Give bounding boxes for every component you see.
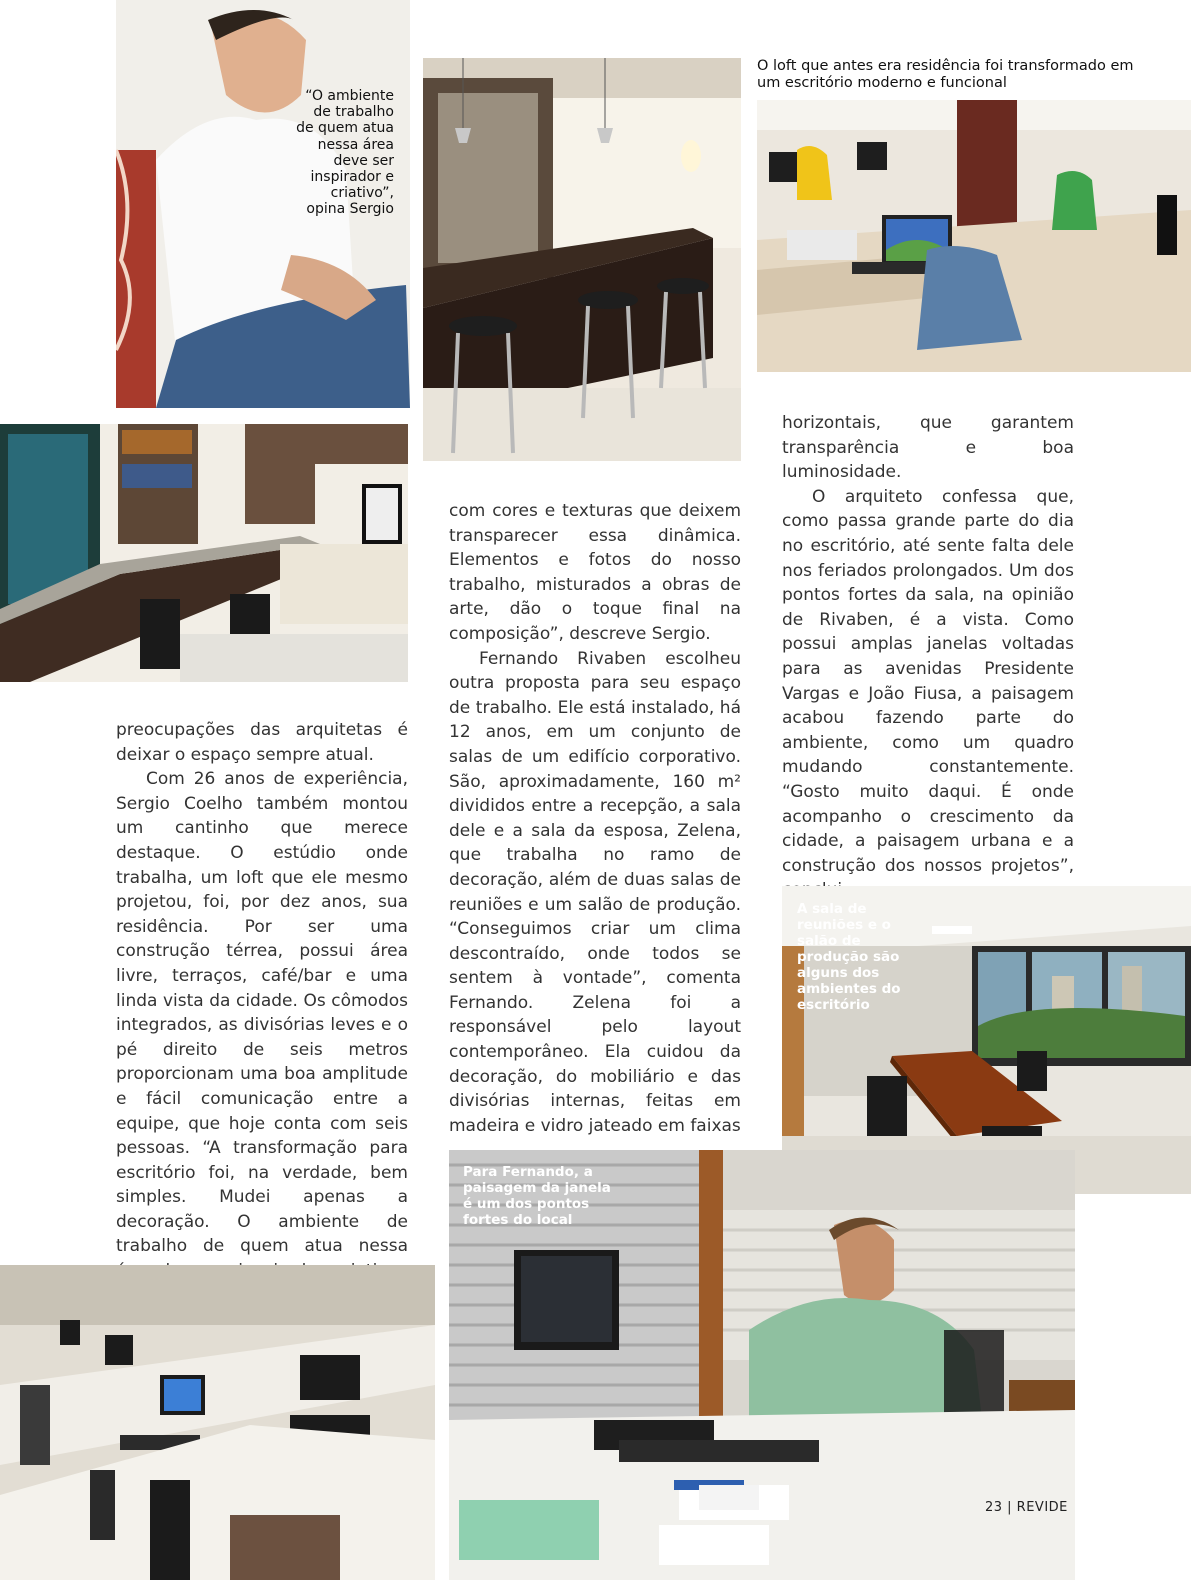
photo-loft-bar: [423, 58, 741, 461]
photo-loft-office: [757, 100, 1191, 372]
photo-production-room: [0, 1265, 435, 1580]
col3-paragraph-2-text: O arquiteto confessa que, como passa grande parte do dia no escritório, até sente falta dele nos feriados prolongados. Um dos pontos fortes da sala, na opinião de Rivaben, é a vista. Como possui amplas janelas voltadas para as avenidas Presidente Vargas e João Fiusa, a paisagem acabou fazendo parte do ambiente, como um quadro mudando constantemente. “Gosto muito daqui. É onde acompanho o crescimento da cidade, a paisagem urbana e a construção dos nossos projetos”,: [782, 486, 1074, 876]
caption-meeting-room: A sala de reuniões e o salão de produção são alguns dos ambientes do escritório: [797, 901, 901, 1013]
article-column-3: [782, 411, 1074, 903]
photo-sergio-studio: [0, 424, 408, 682]
article-column-2: [449, 499, 741, 1138]
caption-portrait-quote: “O ambiente de trabalho de quem atua nessa área deve ser inspirador e criativo”, opina Sergio: [296, 88, 394, 218]
col2-paragraph-2: Fernando Rivaben escolheu outra proposta para seu espaço de trabalho. Ele está instalado, há 12 anos, em um conjunto de salas de um edifício corporativo. São, aproximadamente, 160 m² divididos entre a recepção, a sala dele e a sala da esposa, Zelena, que trabalha no ramo de decoração, além de duas salas de reuniões e um salão de produção. “Conseguimos criar um clima descontraído, onde todos se sentem à vontade”, comenta Fernando. Zelena foi a responsável pelo layout contemporâneo. Ela cuidou da decoração, do mobiliário e das divisórias internas, feitas em madeira e vidro jateado em faixas: [449, 648, 741, 1136]
article-column-1: [116, 718, 408, 1284]
col3-paragraph-1: horizontais, que garantem transparência e boa luminosidade.: [782, 413, 1074, 483]
col2-paragraph-1: com cores e texturas que deixem transparecer essa dinâmica. Elementos e fotos do nosso trabalho, misturados a obras de arte, dão o toque final na composição”, descreve Sergio.: [449, 501, 741, 644]
page-folio: 23 | REVIDE: [985, 1500, 1068, 1515]
col1-paragraph-2: Com 26 anos de experiência, Sergio Coelho também montou um cantinho que merece destaque. O estúdio onde trabalha, um loft que ele mesmo projetou, foi, por dez anos, sua residência. Por ser uma construção térrea, possui área livre, terraços, café/bar e uma linda vista da cidade. Os cômodos integrados, as divisórias leves e o pé direito de seis metros proporcionam uma boa amplitude e fácil comunicação entre a equipe, que hoje conta com seis pessoas. “A transformação para escritório foi, na verdade, bem simples. Mudei apenas a decoração. O ambiente de trabalho de quem atua nessa: [116, 769, 408, 1257]
caption-fernando: Para Fernando, a paisagem da janela é um dos pontos fortes do local: [463, 1164, 611, 1228]
col3-paragraph-2: [782, 485, 1074, 903]
caption-loft: O loft que antes era residência foi transformado em um escritório moderno e funcional: [757, 58, 1134, 91]
col1-paragraph-1: preocupações das arquitetas é deixar o espaço sempre atual.: [116, 720, 408, 765]
